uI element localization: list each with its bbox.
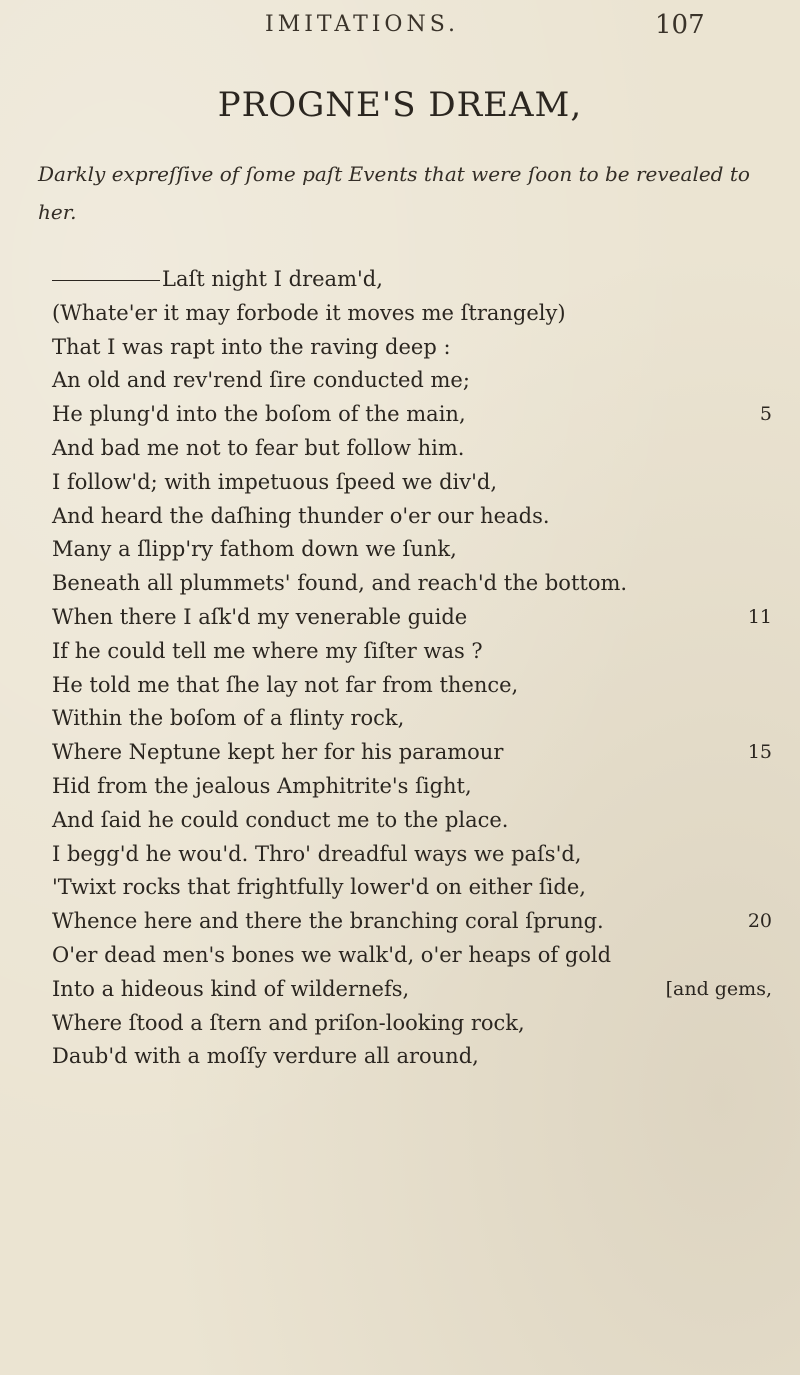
poem-line-text: That I was rapt into the raving deep :	[52, 334, 451, 359]
poem-line	[52, 939, 772, 973]
poem-line-text: Where Neptune kept her for his paramour	[52, 740, 504, 765]
line-number: 15	[747, 741, 772, 764]
poem-line-text: Within the boſom of a flinty rock,	[52, 706, 405, 731]
poem-line	[52, 871, 772, 905]
poem-line-text: Whence here and there the branching coral ſprung.	[52, 909, 604, 934]
poem-line	[52, 736, 772, 770]
poem-line-text: Daub'd with a moſſy verdure all around,	[52, 1044, 479, 1069]
poem-line	[52, 1040, 772, 1074]
poem-line-text: He told me that ſhe lay not far from thence,	[52, 672, 519, 697]
poem-body	[52, 263, 772, 1074]
poem-line-text: When there I aſk'd my venerable guide	[52, 604, 468, 629]
poem-line	[52, 297, 772, 331]
poem-line-text: And bad me not to fear but follow him.	[52, 435, 465, 460]
line-number: 5	[759, 403, 772, 426]
line-number: 20	[747, 910, 772, 933]
poem-line	[52, 1007, 772, 1041]
line-turnover: [and gems,	[665, 977, 772, 1000]
poem-line	[52, 838, 772, 872]
poem-line	[52, 466, 772, 500]
poem-line	[52, 669, 772, 703]
poem-line-text: (Whate'er it may forbode it moves me ſtrangely)	[52, 300, 566, 325]
poem-line-text: An old and rev'rend ſire conducted me;	[52, 368, 470, 393]
poem-line	[52, 973, 772, 1007]
poem-line-text: Many a ſlipp'ry fathom down we ſunk,	[52, 537, 457, 562]
poem-title: PROGNE'S DREAM,	[217, 85, 583, 125]
poem-line	[52, 567, 772, 601]
poem-line	[52, 364, 772, 398]
poem-line-text: Beneath all plummets' found, and reach'd the bottom.	[52, 571, 628, 596]
running-head: IMITATIONS.	[265, 12, 459, 37]
poem-line	[52, 635, 772, 669]
poem-line-text: Laſt night I dream'd,	[162, 267, 383, 291]
poem-line	[52, 500, 772, 534]
poem-line	[52, 702, 772, 736]
opening-dash-rule	[52, 280, 160, 281]
poem-line-text: Into a hideous kind of wildernefs,	[52, 976, 410, 1001]
line-number: 11	[747, 605, 772, 628]
poem-line-text: Where ſtood a ſtern and priſon-looking rock,	[52, 1010, 525, 1035]
poem-line-text: 'Twixt rocks that frightfully lower'd on either ſide,	[52, 875, 586, 900]
poem-line-text: And ſaid he could conduct me to the place.	[52, 807, 509, 832]
poem-line-text: He plung'd into the boſom of the main,	[52, 402, 466, 427]
poem-line-text: I follow'd; with impetuous ſpeed we div'd,	[52, 469, 497, 494]
poem-line	[52, 533, 772, 567]
poem-line-text: Hid from the jealous Amphitrite's ſight,	[52, 773, 472, 798]
poem-subtitle: Darkly expreſſive of ſome paſt Events that were ſoon to be revealed to her.	[38, 162, 750, 224]
poem-line-text: If he could tell me where my ſiſter was ?	[52, 638, 483, 663]
poem-line	[52, 432, 772, 466]
poem-line	[52, 601, 772, 635]
poem-line	[52, 398, 772, 432]
page-number: 107	[655, 10, 705, 40]
poem-line	[52, 905, 772, 939]
poem-line-text: And heard the daſhing thunder o'er our heads.	[52, 503, 550, 528]
poem-line-text: O'er dead men's bones we walk'd, o'er heaps of gold	[52, 942, 612, 967]
poem-line	[52, 804, 772, 838]
poem-line-text: I begg'd he wou'd. Thro' dreadful ways we paſs'd,	[52, 841, 582, 866]
poem-line	[52, 770, 772, 804]
poem-line	[52, 263, 772, 297]
poem-line	[52, 331, 772, 365]
